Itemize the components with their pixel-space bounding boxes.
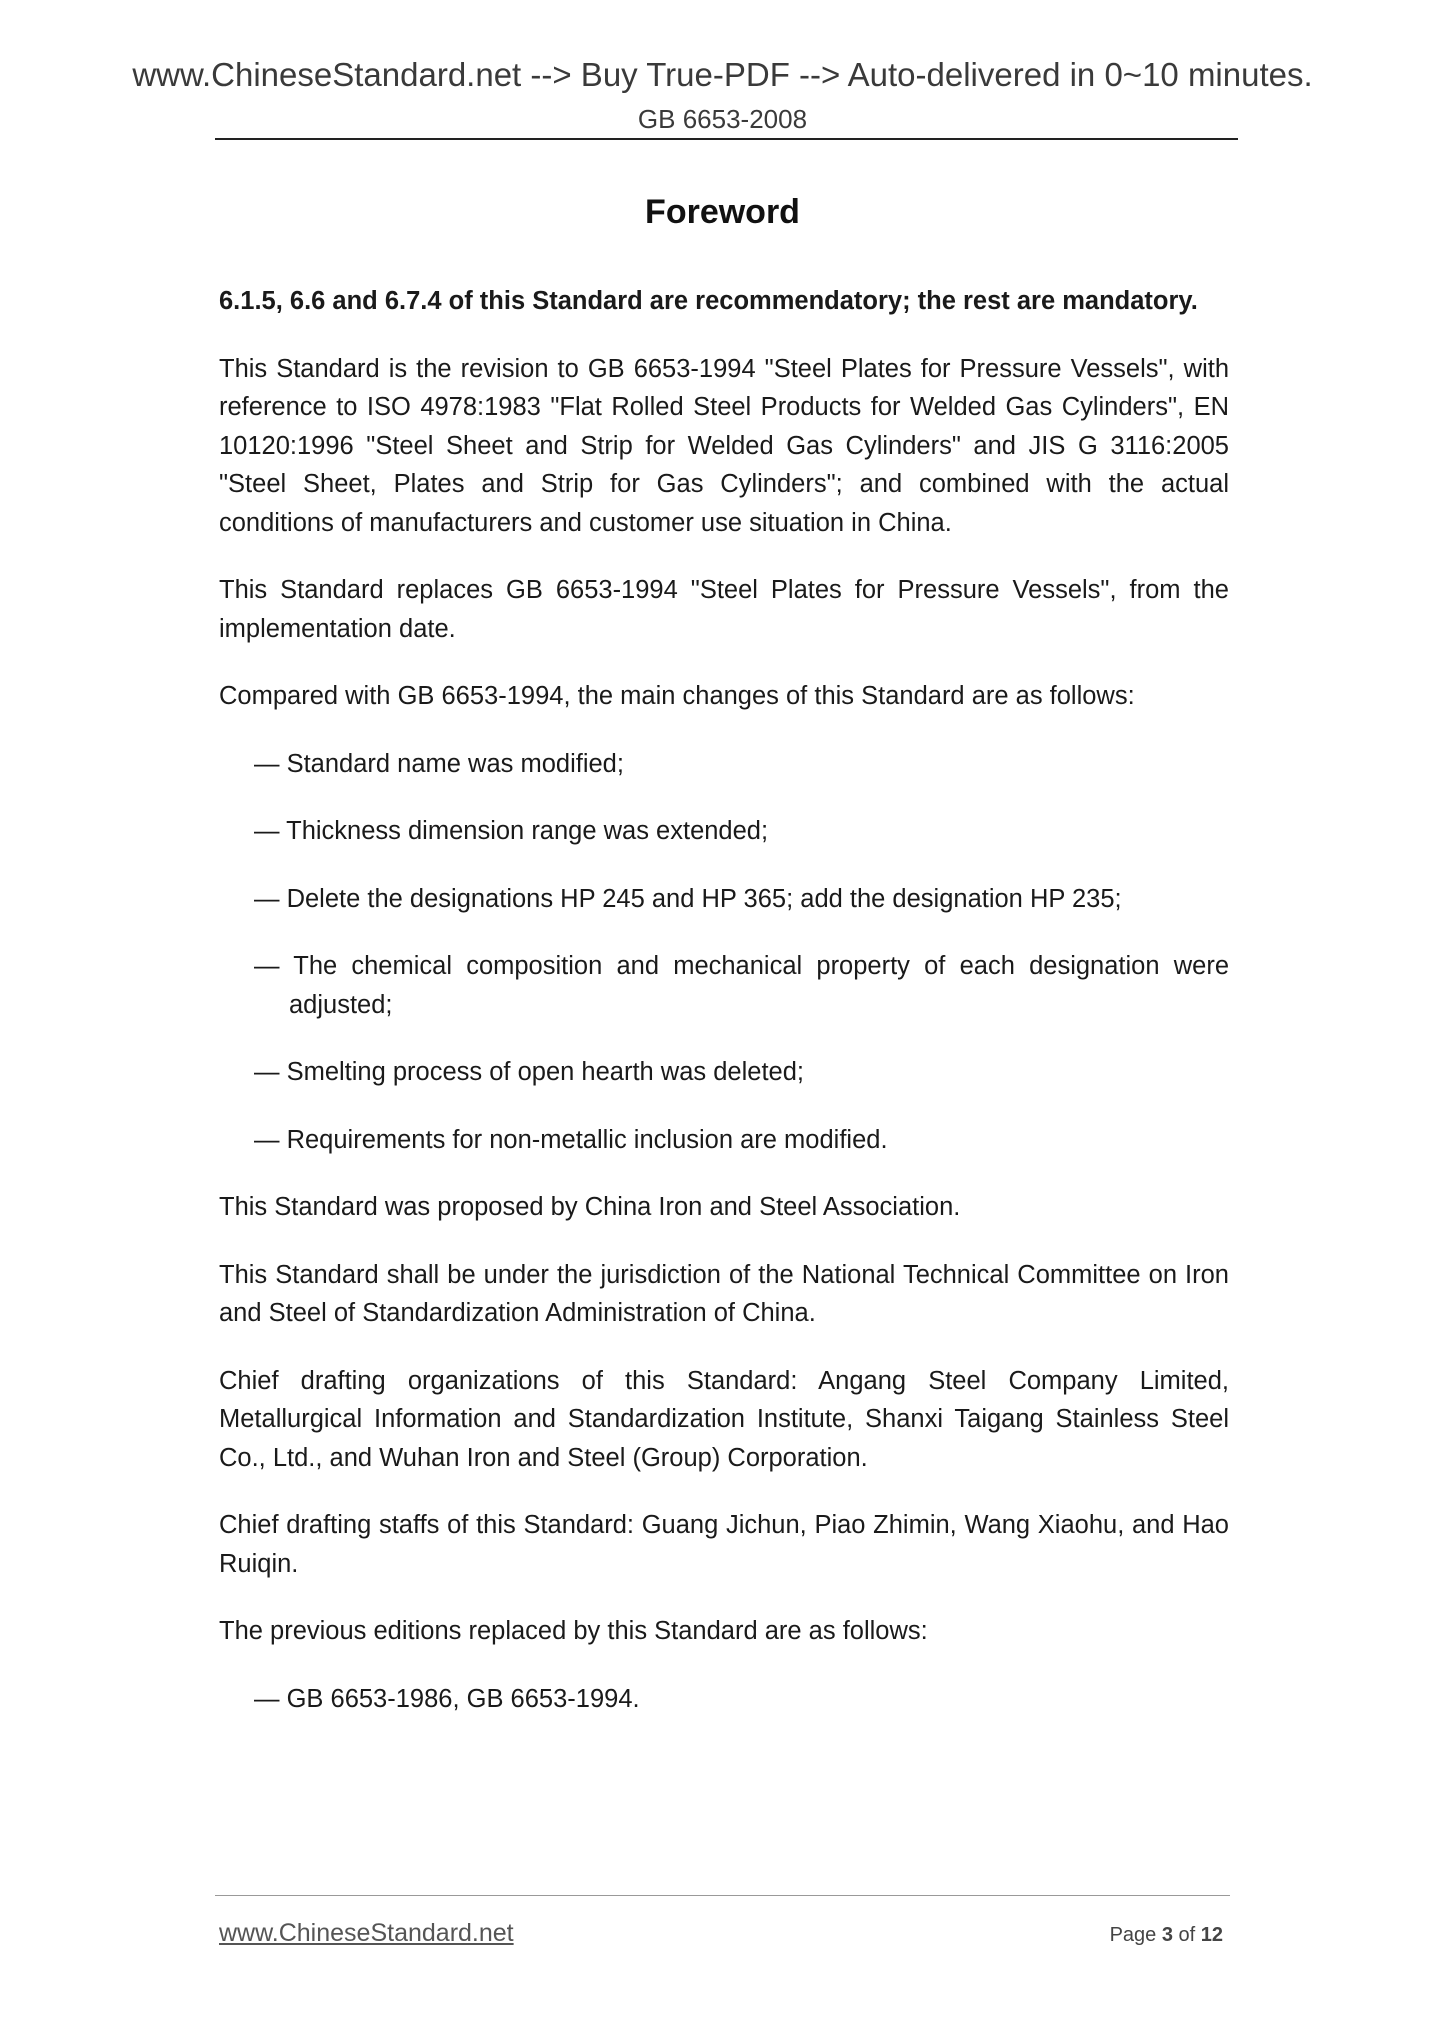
replaces-paragraph: This Standard replaces GB 6653-1994 "Steel Plates for Pressure Vessels", from the implementation date. xyxy=(219,576,1229,643)
page-total: 12 xyxy=(1200,1924,1223,1946)
header-banner: www.ChineseStandard.net --> Buy True-PDF --> Auto-delivered in 0~10 minutes. xyxy=(132,56,1313,93)
standard-code: GB 6653-2008 xyxy=(637,104,808,134)
drafting-staff: Chief drafting staffs of this Standard: Guang Jichun, Piao Zhimin, Wang Xiaohu, and Hao Ruiqin. xyxy=(219,1511,1229,1578)
jurisdiction: This Standard shall be under the jurisdiction of the National Technical Committee on Iron and Steel of Standardization Administration of China. xyxy=(219,1260,1229,1327)
change-item: — Requirements for non-metallic inclusion are modified. xyxy=(254,1125,888,1154)
change-item: — Delete the designations HP 245 and HP 365; add the designation HP 235; xyxy=(254,884,1122,913)
revision-paragraph: This Standard is the revision to GB 6653-1994 "Steel Plates for Pressure Vessels", with reference to ISO 4978:1983 "Flat Rolled Steel Products for Welded Gas Cylinders", EN 10120:1996 "Steel Sheet and Strip for Welded Gas Cylinders" and JIS G 3116:2005 "Steel Sheet, Plates and Strip for Gas Cylinders"; and combined with the actual conditions of manufacturers and customer use situation in China. xyxy=(219,354,1229,537)
footer-divider xyxy=(215,1895,1230,1896)
foreword-body xyxy=(219,282,1229,1747)
page-prefix: Page xyxy=(1109,1924,1162,1946)
page-number xyxy=(1110,1922,1223,1948)
page-title: Foreword xyxy=(645,193,800,231)
proposed-by: This Standard was proposed by China Iron and Steel Association. xyxy=(219,1193,961,1221)
drafting-organizations: Chief drafting organizations of this Standard: Angang Steel Company Limited, Metallurgical Information and Standardization Institute, Shanxi Taigang Stainless Steel Co., Ltd., and Wuhan Iron and Steel (Group) Corporation. xyxy=(219,1366,1229,1472)
change-item: — Thickness dimension range was extended; xyxy=(254,817,769,845)
changes-intro: Compared with GB 6653-1994, the main changes of this Standard are as follows: xyxy=(219,682,1135,710)
recommendatory-note: 6.1.5, 6.6 and 6.7.4 of this Standard are recommendatory; the rest are mandatory. xyxy=(219,287,1198,315)
page-of: of xyxy=(1172,1924,1201,1946)
change-item: — Standard name was modified; xyxy=(254,749,624,778)
previous-editions-intro: The previous editions replaced by this Standard are as follows: xyxy=(219,1617,928,1645)
footer-site-link[interactable]: www.ChineseStandard.net xyxy=(219,1919,514,1947)
header-divider xyxy=(215,138,1238,140)
page-current: 3 xyxy=(1161,1924,1173,1946)
previous-editions-item: — GB 6653-1986, GB 6653-1994. xyxy=(254,1684,640,1713)
change-item: — Smelting process of open hearth was deleted; xyxy=(254,1058,804,1086)
change-item: — The chemical composition and mechanical property of each designation were adjusted; xyxy=(254,952,1229,1019)
